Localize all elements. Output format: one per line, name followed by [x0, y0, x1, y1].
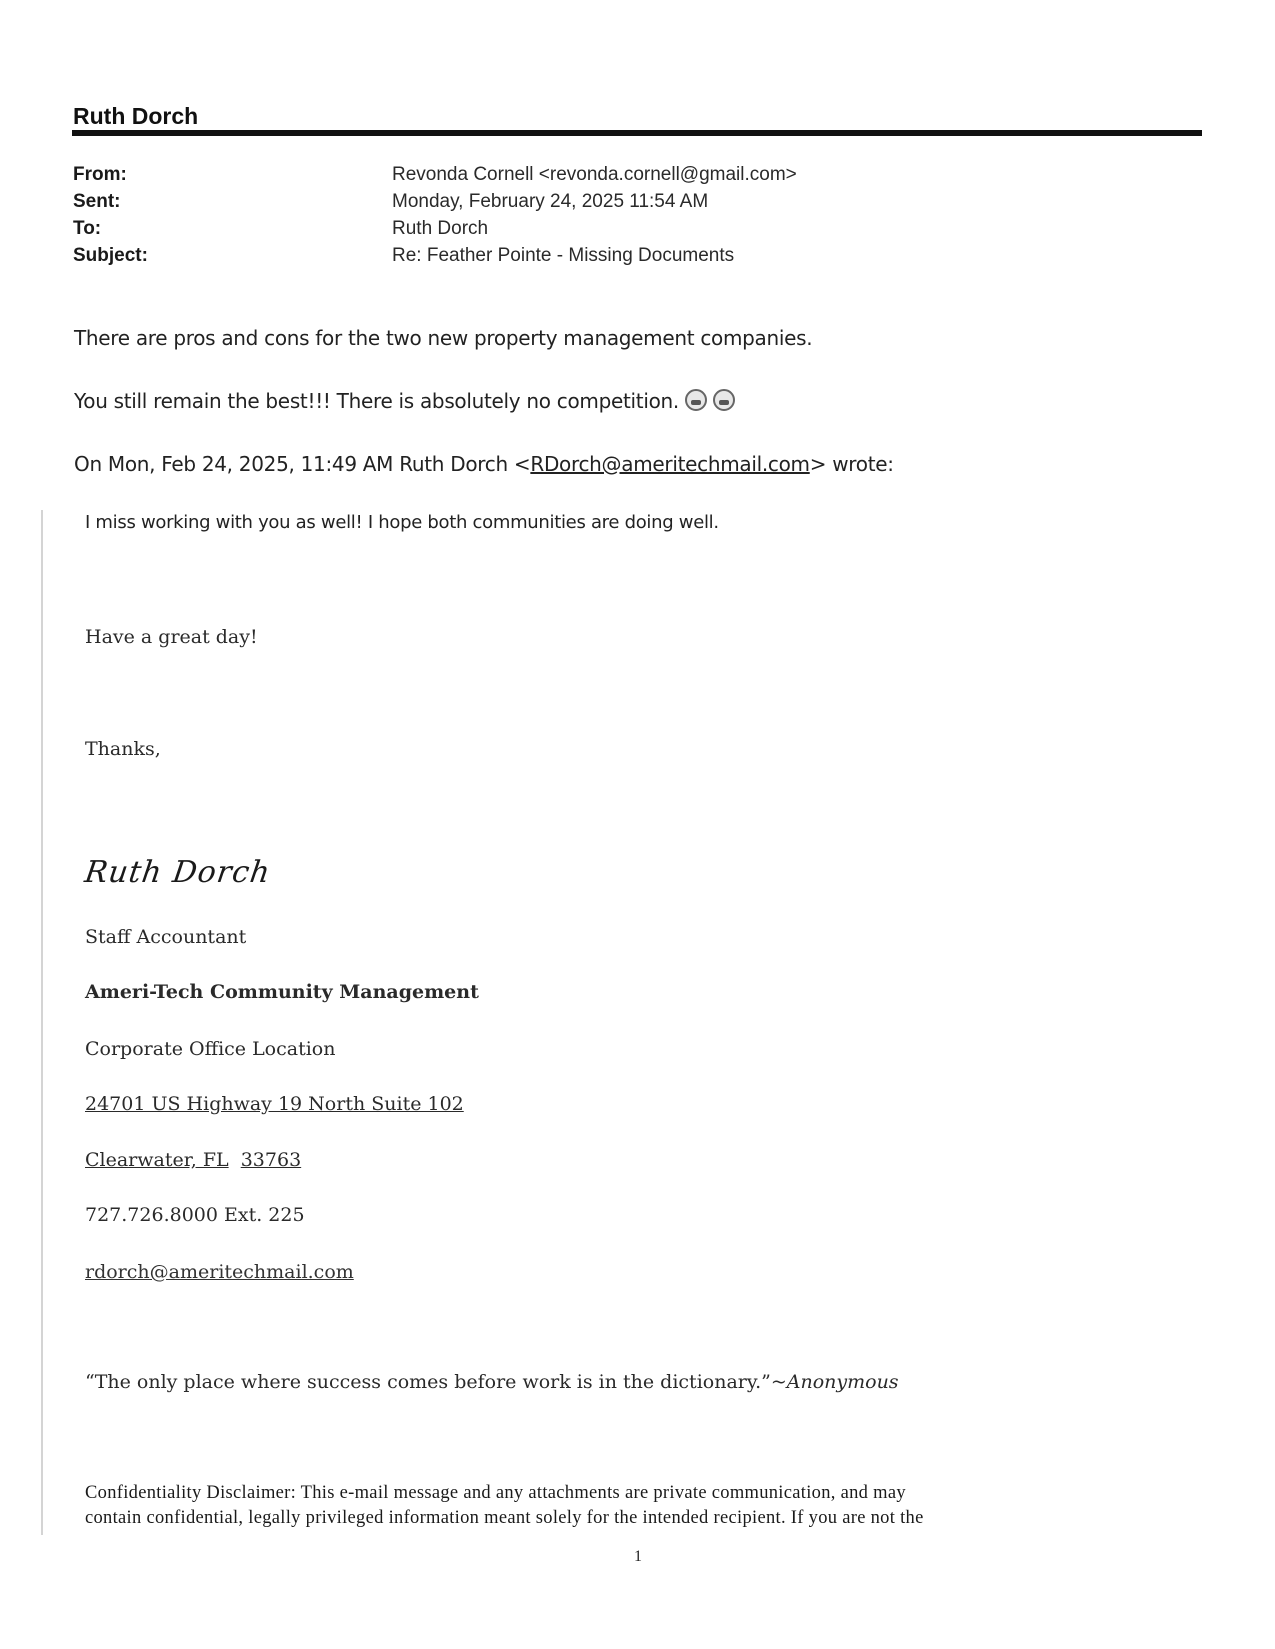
disclaimer-line-2: contain confidential, legally privileged information meant solely for the intended recipient. If you are not the	[85, 1508, 924, 1528]
signature-phone: 727.726.8000 Ext. 225	[85, 1204, 305, 1226]
reply-intro-email-link[interactable]: RDorch@ameritechmail.com	[530, 452, 810, 476]
reply-intro	[74, 452, 894, 476]
sent-label: Sent:	[73, 191, 121, 212]
quoted-greeting: Have a great day!	[85, 626, 258, 648]
page-number: 1	[634, 1548, 642, 1565]
sent-value: Monday, February 24, 2025 11:54 AM	[392, 191, 709, 212]
signature-office-label: Corporate Office Location	[85, 1038, 336, 1060]
signature-quote	[85, 1371, 899, 1393]
reply-intro-suffix: > wrote:	[809, 452, 894, 476]
from-value: Revonda Cornell <revonda.cornell@gmail.com>	[392, 164, 797, 185]
quoted-text-bar	[41, 510, 43, 1535]
signature-title: Staff Accountant	[85, 926, 247, 948]
quoted-closing: Thanks,	[85, 738, 161, 760]
subject-value: Re: Feather Pointe - Missing Documents	[392, 245, 735, 266]
reply-intro-prefix: On Mon, Feb 24, 2025, 11:49 AM Ruth Dorch <	[74, 452, 531, 476]
mailbox-owner-name: Ruth Dorch	[73, 103, 199, 129]
signature-city-link[interactable]: Clearwater, FL	[85, 1149, 229, 1171]
quoted-line-1: I miss working with you as well! I hope both communities are doing well.	[85, 512, 719, 533]
disclaimer-line-1: Confidentiality Disclaimer: This e-mail message and any attachments are private communication, and may	[85, 1483, 906, 1503]
header-divider	[72, 130, 1202, 136]
quote-author: ~Anonymous	[770, 1371, 899, 1393]
body-line-2-text: You still remain the best!!! There is absolutely no competition.	[74, 389, 679, 413]
grinning-face-icon	[685, 389, 707, 411]
signature-address-link[interactable]: 24701 US Highway 19 North Suite 102	[85, 1093, 464, 1115]
to-value: Ruth Dorch	[392, 218, 489, 239]
from-label: From:	[73, 164, 127, 185]
signature-city-line	[85, 1149, 301, 1171]
subject-label: Subject:	[73, 245, 148, 266]
signature-company: Ameri-Tech Community Management	[85, 981, 479, 1003]
signature-email-link[interactable]: rdorch@ameritechmail.com	[85, 1261, 354, 1283]
body-line-1: There are pros and cons for the two new property management companies.	[74, 326, 813, 350]
handwritten-signature: Ruth Dorch	[82, 855, 273, 890]
to-label: To:	[73, 218, 102, 239]
body-line-2	[74, 389, 735, 413]
quote-text: “The only place where success comes before work is in the dictionary.”	[85, 1371, 771, 1393]
signature-zip-link[interactable]: 33763	[240, 1149, 302, 1171]
weary-face-icon	[713, 389, 735, 411]
